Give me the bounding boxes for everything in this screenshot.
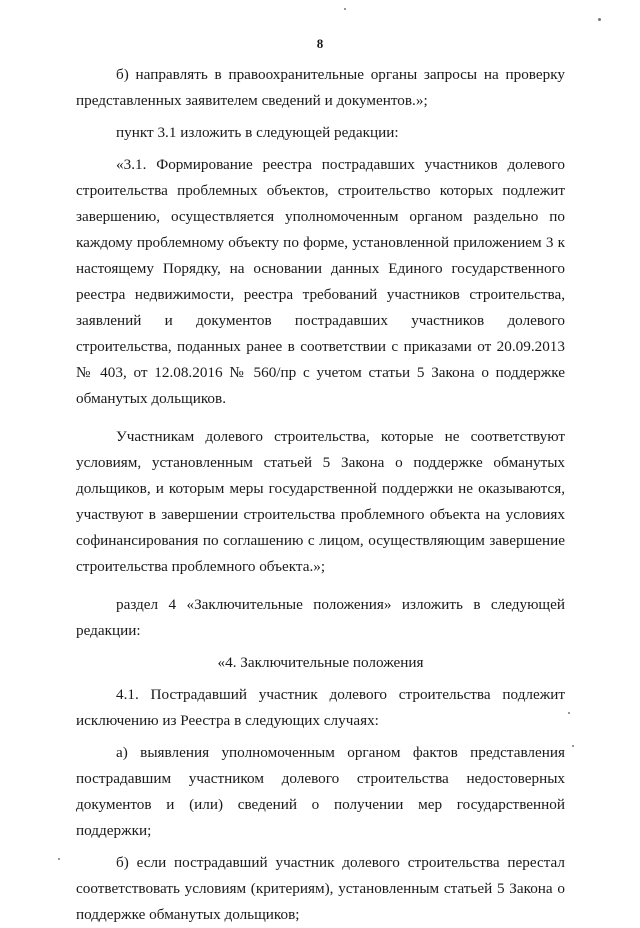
scan-speck	[568, 712, 570, 714]
scan-speck	[598, 18, 601, 21]
paragraph-item-b-requests: б) направлять в правоохранительные органы запросы на проверку представленных заявителем сведений и документов.»;	[76, 66, 565, 109]
section-heading-final-provisions: «4. Заключительные положения	[217, 654, 424, 671]
paragraph-item-a-false-documents: а) выявления уполномоченным органом фактов представления пострадавшим участником долевого строительства недостоверных документов и (или) сведений о получении мер государственной поддержки;	[76, 744, 565, 839]
scan-speck	[344, 8, 346, 10]
paragraph-amend-3-1: пункт 3.1 изложить в следующей редакции:	[116, 124, 399, 141]
page-number: 8	[316, 36, 324, 51]
paragraph-item-b-criteria: б) если пострадавший участник долевого строительства перестал соответствовать условиям (критериям), установленным статьей 5 Закона о поддержке обманутых дольщиков;	[76, 854, 565, 923]
paragraph-4-1-exclusion: 4.1. Пострадавший участник долевого строительства подлежит исключению из Реестра в следующих случаях:	[76, 686, 565, 729]
scan-speck	[572, 745, 574, 747]
scan-speck	[58, 858, 60, 860]
document-body	[76, 62, 565, 928]
paragraph-amend-section-4: раздел 4 «Заключительные положения» изложить в следующей редакции:	[76, 596, 565, 639]
paragraph-cofinancing: Участникам долевого строительства, которые не соответствуют условиям, установленным статьей 5 Закона о поддержке обманутых дольщиков, и которым меры государственной поддержки не оказываются, участвуют в завершении строительства проблемного объекта на условиях софинансирования по соглашению с лицом, осуществляющим завершение строительства проблемного объекта.»;	[76, 428, 565, 575]
paragraph-3-1-registry: «3.1. Формирование реестра пострадавших участников долевого строительства проблемных объектов, строительство которых подлежит завершению, осуществляется уполномоченным органом раздельно по каждому проблемному объекту по форме, установленной приложением 3 к настоящему Порядку, на основании данных Единого государственного реестра недвижимости, реестра требований участников строительства, заявлений и документов пострадавших участников долевого строительства, поданных ранее в соответствии с приказами от 20.09.2013 № 403, от 12.08.2016 № 560/пр с учетом статьи 5 Закона о поддержке обманутых дольщиков.	[76, 156, 565, 407]
